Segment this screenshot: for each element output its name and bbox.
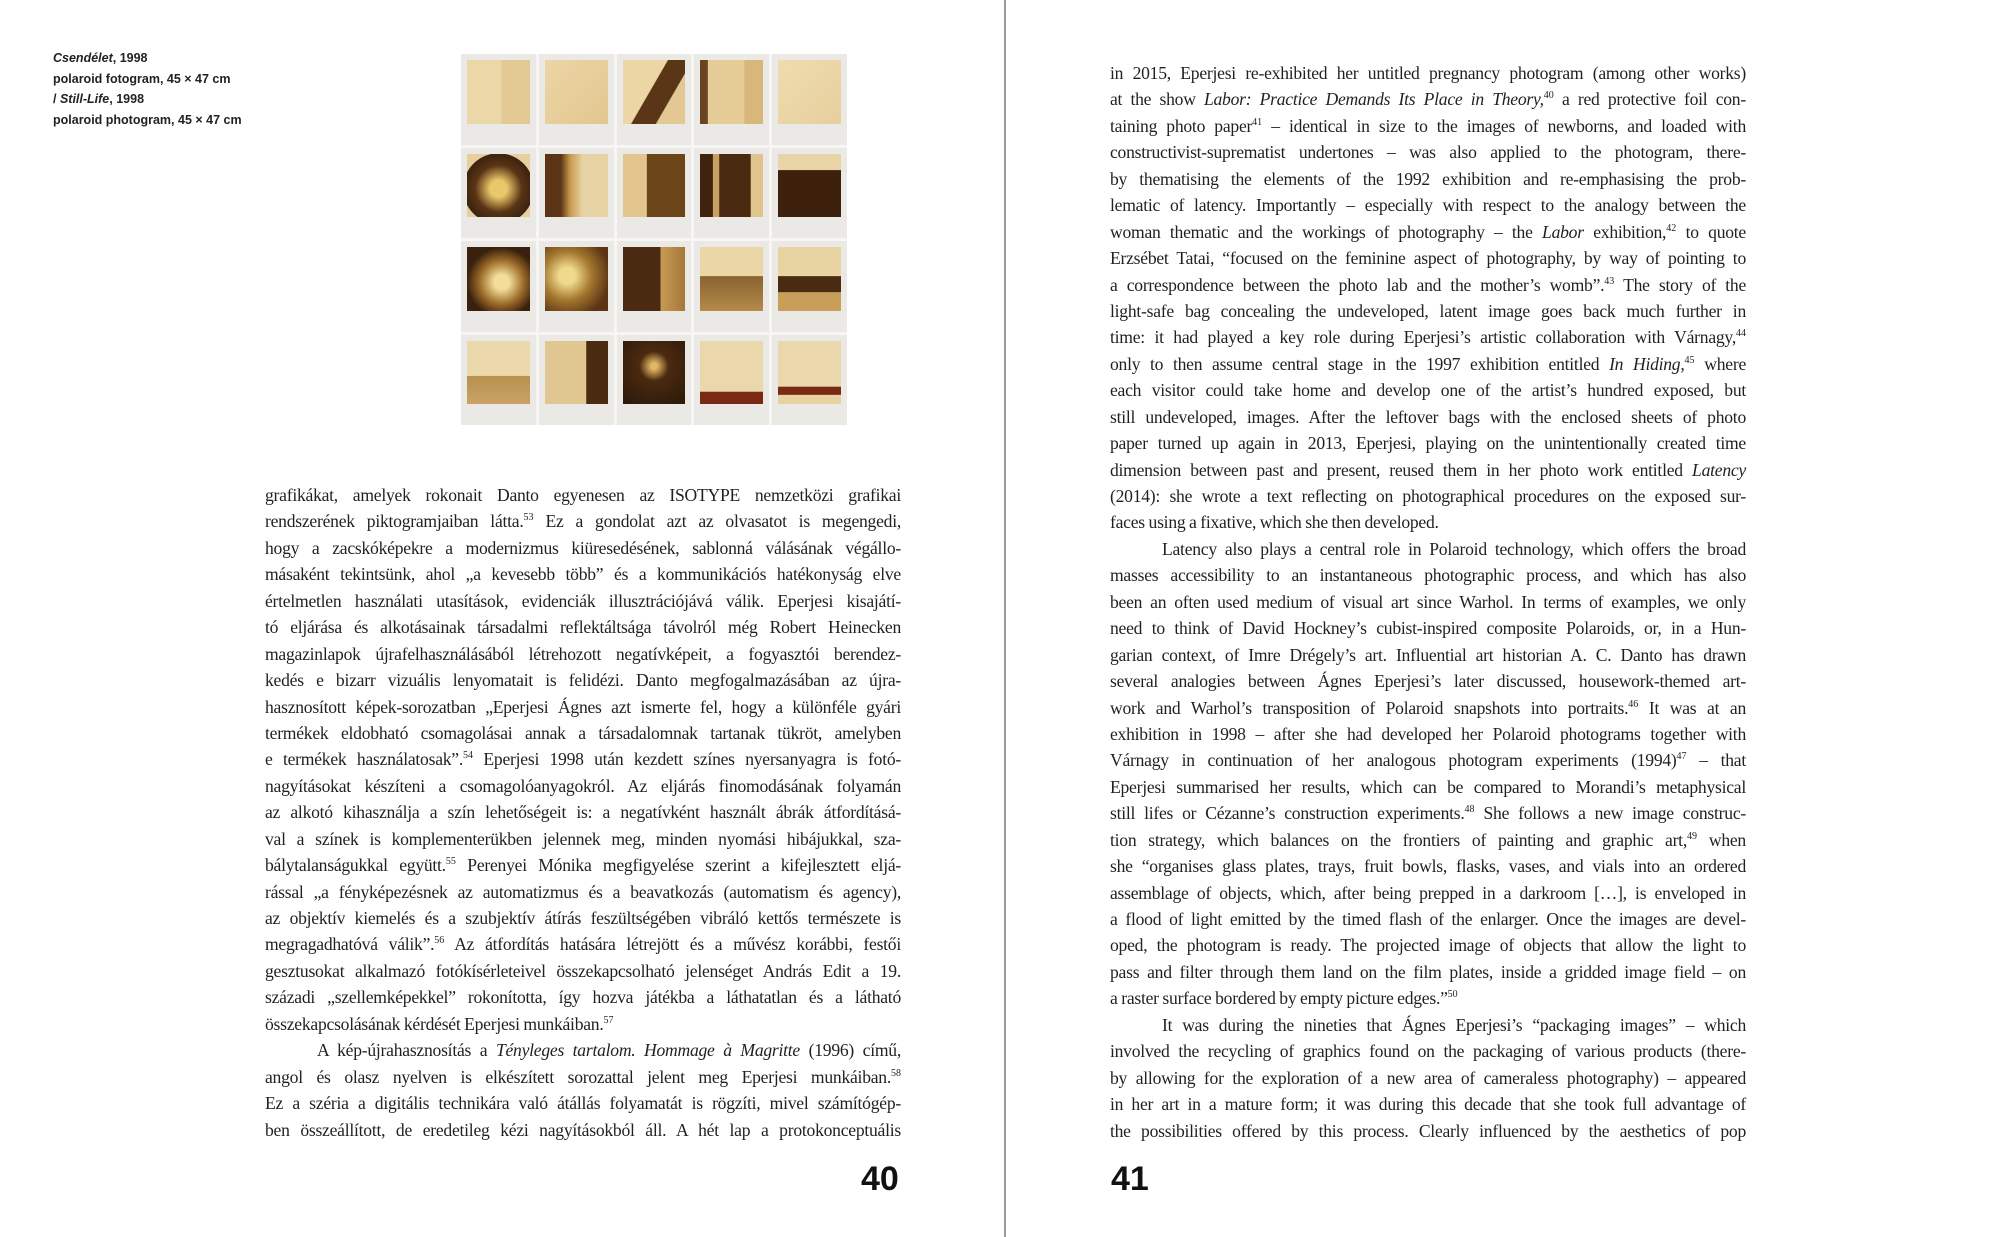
polaroid-photogram-image bbox=[545, 341, 608, 405]
polaroid-tile bbox=[694, 241, 769, 332]
text-run: light-safe bag concealing the undeveloped, latent image goes back much further in bbox=[1110, 300, 1746, 321]
polaroid-photogram-image bbox=[623, 247, 686, 311]
footnote-ref: 50 bbox=[1447, 989, 1458, 1001]
text-line bbox=[265, 1064, 901, 1090]
text-run: tó eljárása és alkotásainak társadalmi reflektáltsága távolról még Robert Heinecken bbox=[265, 617, 901, 638]
text-line bbox=[1110, 1091, 1746, 1117]
text-run: need to think of David Hockney’s cubist-inspired composite Polaroids, or, in a Hun- bbox=[1110, 618, 1746, 639]
text-run: She follows a new image construc- bbox=[1474, 803, 1746, 824]
caption-year: , 1998 bbox=[109, 92, 145, 106]
text-run: angol és olasz nyelven is elkészített sorozattal jelent meg Eperjesi munkáiban. bbox=[265, 1066, 891, 1087]
text-run: exhibition in 1998 – after she had developed her Polaroid photograms together with bbox=[1110, 723, 1746, 744]
text-line bbox=[265, 826, 901, 852]
text-line bbox=[265, 773, 901, 799]
text-run: garian context, of Imre Drégely’s art. Influential art historian A. C. Danto has drawn bbox=[1110, 644, 1746, 665]
text-run: rendszerének piktogramjaiban látta. bbox=[265, 511, 524, 532]
footnote-ref: 40 bbox=[1543, 90, 1554, 102]
text-line bbox=[1110, 377, 1746, 403]
text-line bbox=[1110, 457, 1746, 483]
text-line bbox=[1110, 1065, 1746, 1091]
text-run: several analogies between Ágnes Eperjesi’s later discussed, housework-themed art- bbox=[1110, 671, 1746, 692]
text-run: by allowing for the exploration of a new area of cameraless photography) – appeared bbox=[1110, 1067, 1746, 1088]
text-line bbox=[1110, 509, 1746, 535]
polaroid-tile bbox=[694, 335, 769, 426]
italic-title: Tényleges tartalom. Hommage à Magritte bbox=[495, 1040, 800, 1061]
text-line bbox=[1110, 562, 1746, 588]
text-line bbox=[265, 1011, 901, 1037]
polaroid-tile bbox=[772, 54, 847, 145]
text-run: nagyításokat készíteni a csomagolóanyagokról. Az eljárás finomodásának folyamán bbox=[265, 775, 901, 796]
text-line bbox=[1110, 1038, 1746, 1064]
footnote-ref: 41 bbox=[1252, 116, 1263, 128]
text-line bbox=[1110, 695, 1746, 721]
polaroid-photogram-image bbox=[545, 60, 608, 124]
text-run: taining photo paper bbox=[1110, 115, 1253, 136]
text-run: dimension between past and present, reused them in her photo work entitled bbox=[1110, 459, 1693, 480]
text-line bbox=[265, 879, 901, 905]
caption-medium-en: polaroid photogram, 45 × 47 cm bbox=[53, 112, 242, 127]
text-line bbox=[265, 1090, 901, 1116]
text-line bbox=[1110, 324, 1746, 350]
text-line bbox=[265, 561, 901, 587]
polaroid-tile bbox=[617, 335, 692, 426]
text-line bbox=[1110, 219, 1746, 245]
polaroid-tile bbox=[461, 148, 536, 239]
caption-title-hu: Csendélet bbox=[53, 51, 113, 65]
text-line bbox=[1110, 642, 1746, 668]
text-run: work and Warhol’s transposition of Polaroid snapshots into portraits. bbox=[1110, 697, 1629, 718]
text-run: Az átfordítás hatására létrejött és a művész korábbi, festői bbox=[444, 934, 901, 955]
caption-year: , 1998 bbox=[112, 51, 148, 65]
text-run: been an often used medium of visual art since Warhol. In terms of examples, we only bbox=[1110, 591, 1746, 612]
text-line bbox=[1110, 351, 1746, 377]
text-line bbox=[265, 958, 901, 984]
text-run: pass and filter through them land on the film plates, inside a gridded image field – on bbox=[1110, 961, 1746, 982]
text-line bbox=[265, 799, 901, 825]
polaroid-photogram-image bbox=[467, 60, 530, 124]
text-run: val a színek is komplementerükben jelennek meg, minden nyomási hibájukkal, sza- bbox=[265, 828, 901, 849]
text-line bbox=[1110, 298, 1746, 324]
text-line bbox=[1110, 774, 1746, 800]
polaroid-tile bbox=[694, 148, 769, 239]
polaroid-tile bbox=[694, 54, 769, 145]
text-run: she “organises glass plates, trays, fruit bowls, flasks, vases, and vials into an ordered bbox=[1110, 856, 1746, 877]
footnote-ref: 55 bbox=[445, 856, 456, 868]
text-run: hogy a zacskóképekre a modernizmus kiüresedésének, sablonná válásának végállo- bbox=[265, 537, 901, 558]
text-line bbox=[1110, 86, 1746, 112]
text-line bbox=[265, 694, 901, 720]
polaroid-tile bbox=[772, 335, 847, 426]
text-line bbox=[1110, 589, 1746, 615]
text-run: It was during the nineties that Ágnes Eperjesi’s “packaging images” – which bbox=[1162, 1014, 1746, 1035]
polaroid-tile bbox=[539, 335, 614, 426]
text-run: in her art in a mature form; it was during this decade that she took full advantage of bbox=[1110, 1094, 1746, 1115]
text-line bbox=[1110, 827, 1746, 853]
polaroid-tile bbox=[617, 54, 692, 145]
text-run: a correspondence between the photo lab and the mother’s womb”. bbox=[1110, 274, 1605, 295]
text-run: paper turned up again in 2013, Eperjesi, playing on the unintentionally created time bbox=[1110, 433, 1746, 454]
polaroid-photogram-image bbox=[623, 341, 686, 405]
text-run: The story of the bbox=[1614, 274, 1746, 295]
text-line bbox=[265, 641, 901, 667]
text-line bbox=[1110, 1012, 1746, 1038]
text-line bbox=[1110, 139, 1746, 165]
polaroid-photogram-image bbox=[778, 341, 841, 405]
text-run: lematic of latency. Importantly – especially with respect to the analogy between the bbox=[1110, 195, 1746, 216]
polaroid-tile bbox=[461, 335, 536, 426]
text-run: – identical in size to the images of newborns, and loaded with bbox=[1262, 115, 1746, 136]
text-run: the possibilities offered by this process. Clearly influenced by the aesthetics of pop bbox=[1110, 1120, 1746, 1141]
text-line bbox=[265, 614, 901, 640]
text-run: magazinlapok újrafelhasználásából létrehozott negatívképeit, a fogyasztói berendez- bbox=[265, 643, 901, 664]
text-run: Ez a széria a digitális technikára való átállás folyamatát is rögzíti, mivel számítógép- bbox=[265, 1093, 901, 1114]
polaroid-tile bbox=[461, 241, 536, 332]
caption-medium-hu: polaroid fotogram, 45 × 47 cm bbox=[53, 71, 231, 86]
text-run: A kép-újrahasznosítás a bbox=[317, 1040, 496, 1061]
text-run: értelmetlen használati utasítások, evidenciák illusztrációjává válik. Eperjesi kisajátí- bbox=[265, 590, 901, 611]
text-run: – that bbox=[1686, 750, 1746, 771]
text-line bbox=[1110, 245, 1746, 271]
text-line bbox=[1110, 60, 1746, 86]
text-run: Ez a gondolat azt az olvasatot is megengedi, bbox=[533, 511, 901, 532]
text-run: only to then assume central stage in the 1997 exhibition entitled bbox=[1110, 353, 1610, 374]
text-run: (2014): she wrote a text reflecting on photographical procedures on the exposed sur- bbox=[1110, 486, 1746, 506]
text-run: time: it had played a key role during Eperjesi’s artistic collaboration with Várnagy, bbox=[1110, 327, 1736, 348]
footnote-ref: 54 bbox=[463, 750, 474, 762]
text-run: (1996) című, bbox=[800, 1040, 901, 1061]
polaroid-photogram-image bbox=[700, 154, 763, 218]
caption-title-en: Still-Life bbox=[59, 92, 110, 106]
text-run: Perenyei Mónika megfigyelése szerint a kifejlesztett eljá- bbox=[455, 855, 901, 876]
text-line bbox=[265, 482, 901, 508]
text-line bbox=[265, 508, 901, 534]
text-run: each visitor could take home and develop one of the artist’s hundred exposed, but bbox=[1110, 380, 1746, 401]
text-line bbox=[265, 905, 901, 931]
footnote-ref: 53 bbox=[523, 512, 534, 524]
text-line bbox=[1110, 985, 1746, 1011]
text-run: by thematising the elements of the 1992 exhibition and re-emphasising the prob- bbox=[1110, 168, 1746, 189]
text-run: grafikákat, amelyek rokonait Danto egyenesen az ISOTYPE nemzetközi grafikai bbox=[265, 485, 901, 505]
text-run: termékek eldobható csomagolásai annak a társadalomnak tartanak tükröt, amelyben bbox=[265, 722, 901, 743]
footnote-ref: 47 bbox=[1676, 751, 1687, 763]
caption-line bbox=[53, 89, 242, 110]
polaroid-photogram-image bbox=[778, 60, 841, 124]
polaroid-tile bbox=[539, 148, 614, 239]
polaroid-photogram-image bbox=[545, 154, 608, 218]
text-run: bálytalanságukkal együtt. bbox=[265, 855, 446, 876]
text-line bbox=[265, 931, 901, 957]
text-line bbox=[1110, 483, 1746, 509]
artwork-caption bbox=[53, 48, 242, 130]
text-line bbox=[1110, 272, 1746, 298]
polaroid-photogram-image bbox=[778, 154, 841, 218]
polaroid-photogram-image bbox=[545, 247, 608, 311]
polaroid-photogram-image bbox=[700, 60, 763, 124]
text-line bbox=[1110, 800, 1746, 826]
text-run: constructivist-suprematist undertones – was also applied to the photogram, there- bbox=[1110, 142, 1746, 163]
text-run: ben összeállított, de eredetileg kézi nagyításokból áll. A hét lap a protokonceptuális bbox=[265, 1119, 901, 1140]
text-line bbox=[1110, 747, 1746, 773]
footnote-ref: 48 bbox=[1464, 804, 1475, 816]
text-run: when bbox=[1696, 829, 1746, 850]
polaroid-tile bbox=[772, 148, 847, 239]
text-line bbox=[1110, 959, 1746, 985]
text-run: exhibition, bbox=[1583, 221, 1667, 242]
footnote-ref: 44 bbox=[1736, 328, 1746, 340]
polaroid-photogram-image bbox=[623, 60, 686, 124]
text-run: tion strategy, which balances on the frontiers of painting and graphic art, bbox=[1110, 829, 1687, 850]
text-run: a raster surface bordered by empty picture edges.” bbox=[1110, 988, 1448, 1009]
text-run: Eperjesi summarised her results, which can be compared to Morandi’s metaphysical bbox=[1110, 776, 1746, 797]
text-run: woman thematic and the workings of photography – the bbox=[1110, 221, 1543, 242]
text-run: másaként tekintsünk, ahol „a kevesebb több” és a kommunikációs hatékonyság elve bbox=[265, 564, 901, 585]
text-run: az objektív kiemelés és a szubjektív átírás feszültségében vibráló kettős természete is bbox=[265, 908, 901, 928]
polaroid-photogram-image bbox=[778, 247, 841, 311]
polaroid-tile bbox=[617, 241, 692, 332]
polaroid-tile bbox=[617, 148, 692, 239]
text-run: involved the recycling of graphics found on the packaging of various products (there- bbox=[1110, 1041, 1746, 1062]
text-run: at the show bbox=[1110, 89, 1204, 110]
text-line bbox=[1110, 615, 1746, 641]
text-line bbox=[265, 1117, 901, 1143]
text-run: gesztusokat alkalmazó fotókísérleteivel összekapcsolható jelenséget András Edit a 19. bbox=[265, 960, 901, 981]
text-run: It was at an bbox=[1638, 697, 1746, 718]
polaroid-tile bbox=[772, 241, 847, 332]
text-line bbox=[1110, 192, 1746, 218]
footnote-ref: 57 bbox=[603, 1014, 614, 1026]
text-line bbox=[1110, 721, 1746, 747]
footnote-ref: 42 bbox=[1666, 222, 1677, 234]
text-line bbox=[265, 746, 901, 772]
text-run: kedés e bizarr vizuális lenyomatait is felidézi. Danto megfogalmazásában az újra- bbox=[265, 670, 901, 691]
polaroid-photogram-image bbox=[700, 341, 763, 405]
italic-title: Labor bbox=[1542, 221, 1584, 242]
text-line bbox=[1110, 113, 1746, 139]
footnote-ref: 58 bbox=[891, 1067, 901, 1079]
text-line bbox=[265, 984, 901, 1010]
italic-title: In Hiding, bbox=[1609, 353, 1685, 374]
text-line bbox=[1110, 906, 1746, 932]
text-run: Erzsébet Tatai, “focused on the feminine aspect of photography, by way of pointing to bbox=[1110, 248, 1746, 269]
text-line bbox=[265, 1037, 901, 1063]
text-run: Várnagy in continuation of her analogous photogram experiments (1994) bbox=[1110, 750, 1677, 771]
right-page bbox=[1006, 0, 2000, 1237]
polaroid-tile bbox=[461, 54, 536, 145]
text-line bbox=[265, 852, 901, 878]
text-run: hasznosított képek-sorozatban „Eperjesi Ágnes azt ismerte fel, hogy a különféle gyári bbox=[265, 696, 901, 717]
page-number-left: 40 bbox=[861, 1160, 899, 1198]
left-body-text bbox=[265, 482, 901, 1143]
footnote-ref: 56 bbox=[434, 935, 445, 947]
text-run: a flood of light emitted by the timed flash of the enlarger. Once the images are devel- bbox=[1110, 909, 1746, 929]
text-run: where bbox=[1694, 353, 1746, 374]
text-run: still undeveloped, images. After the leftover bags with the enclosed sheets of photo bbox=[1110, 406, 1746, 427]
text-line bbox=[1110, 1118, 1746, 1144]
italic-title: Latency bbox=[1692, 459, 1746, 480]
polaroid-tile bbox=[539, 54, 614, 145]
text-run: Latency also plays a central role in Polaroid technology, which offers the broad bbox=[1162, 538, 1746, 559]
text-line bbox=[1110, 404, 1746, 430]
text-line bbox=[1110, 668, 1746, 694]
page-number-right: 41 bbox=[1111, 1160, 1149, 1198]
text-line bbox=[1110, 880, 1746, 906]
right-body-text bbox=[1110, 60, 1746, 1144]
caption-separator: / bbox=[53, 92, 60, 106]
caption-line bbox=[53, 48, 242, 69]
text-line bbox=[1110, 536, 1746, 562]
footnote-ref: 43 bbox=[1604, 275, 1615, 287]
footnote-ref: 46 bbox=[1628, 698, 1639, 710]
italic-title: Labor: Practice Demands Its Place in Theory, bbox=[1203, 89, 1544, 110]
text-run: masses accessibility to an instantaneous photographic process, and which has also bbox=[1110, 565, 1746, 586]
footnote-ref: 49 bbox=[1686, 830, 1697, 842]
text-run: századi „szellemképekkel” rokonította, így hozva játékba a láthatatlan és a látható bbox=[265, 987, 901, 1008]
text-run: to quote bbox=[1676, 221, 1746, 242]
text-run: összekapcsolásának kérdését Eperjesi munkáiban. bbox=[265, 1013, 604, 1034]
polaroid-photogram-image bbox=[467, 341, 530, 405]
text-line bbox=[1110, 853, 1746, 879]
polaroid-photogram-image bbox=[623, 154, 686, 218]
text-line bbox=[265, 535, 901, 561]
text-line bbox=[1110, 430, 1746, 456]
polaroid-grid-artwork bbox=[461, 54, 847, 425]
text-run: a red protective foil con- bbox=[1553, 89, 1746, 110]
footnote-ref: 45 bbox=[1684, 354, 1695, 366]
text-run: e termékek használatosak”. bbox=[265, 749, 464, 770]
text-run: faces using a fixative, which she then developed. bbox=[1110, 512, 1439, 533]
text-line bbox=[265, 588, 901, 614]
polaroid-tile bbox=[539, 241, 614, 332]
text-line bbox=[1110, 166, 1746, 192]
text-line bbox=[1110, 932, 1746, 958]
text-run: az alkotó kihasználja a szín lehetőségeit is: a negatívként használt ábrák átfordításá- bbox=[265, 802, 901, 823]
text-run: in 2015, Eperjesi re-exhibited her untitled pregnancy photogram (among other works) bbox=[1110, 63, 1746, 83]
text-run: megragadhatóvá válik”. bbox=[265, 934, 435, 955]
text-run: still lifes or Cézanne’s construction experiments. bbox=[1110, 803, 1465, 824]
polaroid-photogram-image bbox=[700, 247, 763, 311]
text-run: rással „a fényképezésnek az automatizmus és a beavatkozás (automatism és agency), bbox=[265, 881, 901, 902]
polaroid-photogram-image bbox=[467, 154, 530, 218]
text-run: oped, the photogram is ready. The projected image of objects that allow the light to bbox=[1110, 935, 1746, 956]
text-run: assemblage of objects, which, after being prepped in a darkroom […], is enveloped in bbox=[1110, 882, 1746, 903]
text-run: Eperjesi 1998 után kezdett színes nyersanyagra is fotó- bbox=[473, 749, 901, 770]
polaroid-photogram-image bbox=[467, 247, 530, 311]
text-line bbox=[265, 720, 901, 746]
text-line bbox=[265, 667, 901, 693]
